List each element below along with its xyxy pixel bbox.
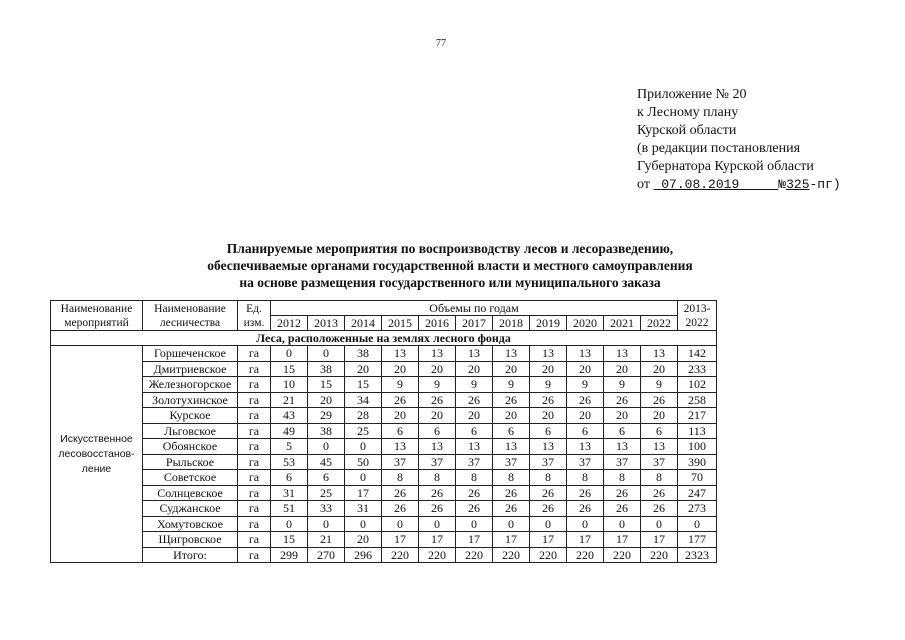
year-value-cell: 0 [345, 439, 382, 455]
header-year: 2021 [604, 316, 641, 331]
unit-cell: га [238, 501, 271, 517]
year-value-cell: 26 [567, 485, 604, 501]
year-value-cell: 20 [419, 408, 456, 424]
year-value-cell: 13 [604, 439, 641, 455]
year-value-cell: 17 [493, 532, 530, 548]
header-unit: Ед. изм. [238, 301, 271, 331]
year-value-cell: 50 [345, 454, 382, 470]
year-value-cell: 20 [345, 532, 382, 548]
year-value-cell: 9 [641, 377, 678, 393]
year-value-cell: 26 [382, 392, 419, 408]
year-value-cell: 26 [530, 485, 567, 501]
year-value-cell: 220 [641, 547, 678, 563]
activity-name: Искусственное лесовосстанов-ление [51, 346, 143, 563]
year-value-cell: 0 [641, 516, 678, 532]
year-value-cell: 26 [641, 392, 678, 408]
header-year: 2020 [567, 316, 604, 331]
year-value-cell: 20 [456, 361, 493, 377]
header-activity: Наименование мероприятий [51, 301, 143, 331]
year-value-cell: 21 [271, 392, 308, 408]
year-value-cell: 13 [604, 346, 641, 362]
year-value-cell: 20 [604, 361, 641, 377]
year-value-cell: 8 [604, 470, 641, 486]
year-value-cell: 220 [456, 547, 493, 563]
year-value-cell: 28 [345, 408, 382, 424]
year-value-cell: 26 [530, 392, 567, 408]
appendix-date-line [637, 176, 841, 194]
year-value-cell: 13 [530, 439, 567, 455]
year-value-cell: 20 [456, 408, 493, 424]
year-value-cell: 20 [567, 361, 604, 377]
year-value-cell: 17 [641, 532, 678, 548]
table-row [51, 361, 717, 377]
year-value-cell: 38 [308, 423, 345, 439]
year-value-cell: 26 [604, 392, 641, 408]
title-line: обеспечиваемые органами государственной власти и местного самоуправления [207, 258, 693, 273]
year-value-cell: 13 [493, 439, 530, 455]
unit-cell: га [238, 532, 271, 548]
year-value-cell: 6 [456, 423, 493, 439]
total-cell: 217 [678, 408, 717, 424]
total-cell: 177 [678, 532, 717, 548]
year-value-cell: 17 [604, 532, 641, 548]
year-value-cell: 15 [345, 377, 382, 393]
date-value: 07.08.2019 [661, 177, 740, 192]
table-row [51, 346, 717, 362]
year-value-cell: 20 [345, 361, 382, 377]
year-value-cell: 26 [641, 501, 678, 517]
year-value-cell: 17 [456, 532, 493, 548]
year-value-cell: 37 [604, 454, 641, 470]
year-value-cell: 37 [530, 454, 567, 470]
year-value-cell: 17 [530, 532, 567, 548]
year-value-cell: 20 [604, 408, 641, 424]
year-value-cell: 9 [493, 377, 530, 393]
unit-cell: га [238, 485, 271, 501]
year-value-cell: 13 [567, 346, 604, 362]
appendix-line: Приложение № 20 [637, 87, 747, 102]
forestry-name: Горшеченское [143, 346, 238, 362]
year-value-cell: 21 [308, 532, 345, 548]
unit-cell: га [238, 470, 271, 486]
year-value-cell: 6 [308, 470, 345, 486]
page-number: 77 [436, 38, 446, 49]
year-value-cell: 15 [271, 532, 308, 548]
year-value-cell: 37 [493, 454, 530, 470]
year-value-cell: 13 [641, 439, 678, 455]
table-row [51, 485, 717, 501]
year-value-cell: 17 [382, 532, 419, 548]
header-year: 2015 [382, 316, 419, 331]
table-row [51, 392, 717, 408]
year-value-cell: 0 [419, 516, 456, 532]
header-total: 2013- 2022 [678, 301, 717, 331]
year-value-cell: 13 [456, 439, 493, 455]
year-value-cell: 26 [567, 501, 604, 517]
year-value-cell: 0 [308, 346, 345, 362]
year-value-cell: 17 [567, 532, 604, 548]
year-value-cell: 20 [382, 361, 419, 377]
header-year: 2019 [530, 316, 567, 331]
forestry-name: Золотухинское [143, 392, 238, 408]
year-value-cell: 6 [641, 423, 678, 439]
year-value-cell: 0 [530, 516, 567, 532]
header-year: 2016 [419, 316, 456, 331]
total-cell: 100 [678, 439, 717, 455]
year-value-cell: 26 [382, 485, 419, 501]
table-row [51, 408, 717, 424]
year-value-cell: 220 [382, 547, 419, 563]
number-suffix: -пг) [809, 177, 841, 192]
table-row [51, 501, 717, 517]
year-value-cell: 20 [530, 408, 567, 424]
year-value-cell: 0 [308, 439, 345, 455]
title-line: Планируемые мероприятия по воспроизводству лесов и лесоразведению, [226, 241, 674, 256]
year-value-cell: 8 [493, 470, 530, 486]
year-value-cell: 13 [382, 346, 419, 362]
year-value-cell: 220 [493, 547, 530, 563]
unit-cell: га [238, 392, 271, 408]
total-cell: 102 [678, 377, 717, 393]
table-row [51, 439, 717, 455]
year-value-cell: 13 [493, 346, 530, 362]
year-value-cell: 20 [641, 361, 678, 377]
forestry-name: Солнцевское [143, 485, 238, 501]
year-value-cell: 0 [604, 516, 641, 532]
year-value-cell: 26 [493, 485, 530, 501]
year-value-cell: 37 [419, 454, 456, 470]
plan-table [50, 300, 717, 563]
appendix-line: (в редакции постановления [637, 141, 801, 156]
year-value-cell: 20 [493, 408, 530, 424]
year-value-cell: 0 [382, 516, 419, 532]
year-value-cell: 6 [419, 423, 456, 439]
year-value-cell: 38 [345, 346, 382, 362]
header-year: 2014 [345, 316, 382, 331]
year-value-cell: 0 [456, 516, 493, 532]
year-value-cell: 9 [456, 377, 493, 393]
table-row [51, 516, 717, 532]
forestry-name: Советское [143, 470, 238, 486]
unit-cell: га [238, 516, 271, 532]
year-value-cell: 26 [604, 485, 641, 501]
forestry-name: Рыльское [143, 454, 238, 470]
year-value-cell: 0 [493, 516, 530, 532]
year-value-cell: 9 [567, 377, 604, 393]
year-value-cell: 8 [530, 470, 567, 486]
year-value-cell: 220 [530, 547, 567, 563]
date-prefix: от [637, 177, 650, 192]
header-years-group: Объемы по годам [271, 301, 678, 316]
year-value-cell: 38 [308, 361, 345, 377]
forestry-name: Хомутовское [143, 516, 238, 532]
year-value-cell: 13 [567, 439, 604, 455]
forestry-name: Льговское [143, 423, 238, 439]
year-value-cell: 13 [419, 439, 456, 455]
total-cell: 70 [678, 470, 717, 486]
year-value-cell: 26 [567, 392, 604, 408]
year-value-cell: 299 [271, 547, 308, 563]
total-cell: 258 [678, 392, 717, 408]
year-value-cell: 9 [530, 377, 567, 393]
year-value-cell: 13 [419, 346, 456, 362]
title-line: на основе размещения государственного или муниципального заказа [239, 275, 661, 290]
year-value-cell: 13 [456, 346, 493, 362]
forestry-name: Железногорское [143, 377, 238, 393]
year-value-cell: 270 [308, 547, 345, 563]
year-value-cell: 0 [308, 516, 345, 532]
year-value-cell: 9 [419, 377, 456, 393]
year-value-cell: 37 [567, 454, 604, 470]
header-year: 2017 [456, 316, 493, 331]
appendix-line: Губернатора Курской области [637, 159, 814, 174]
forestry-name: Суджанское [143, 501, 238, 517]
year-value-cell: 220 [567, 547, 604, 563]
table-row [51, 423, 717, 439]
total-cell: 233 [678, 361, 717, 377]
total-cell: 2323 [678, 547, 717, 563]
year-value-cell: 26 [419, 485, 456, 501]
year-value-cell: 25 [345, 423, 382, 439]
year-value-cell: 25 [308, 485, 345, 501]
year-value-cell: 49 [271, 423, 308, 439]
header-year: 2012 [271, 316, 308, 331]
year-value-cell: 15 [308, 377, 345, 393]
year-value-cell: 20 [641, 408, 678, 424]
year-value-cell: 6 [382, 423, 419, 439]
unit-cell: га [238, 439, 271, 455]
year-value-cell: 26 [493, 501, 530, 517]
year-value-cell: 6 [493, 423, 530, 439]
year-value-cell: 26 [530, 501, 567, 517]
year-value-cell: 6 [271, 470, 308, 486]
year-value-cell: 220 [604, 547, 641, 563]
unit-cell: га [238, 346, 271, 362]
section-title: Леса, расположенные на землях лесного фонда [51, 331, 717, 346]
year-value-cell: 29 [308, 408, 345, 424]
year-value-cell: 8 [456, 470, 493, 486]
year-value-cell: 17 [345, 485, 382, 501]
year-value-cell: 8 [567, 470, 604, 486]
year-value-cell: 33 [308, 501, 345, 517]
header-forestry: Наименование лесничества [143, 301, 238, 331]
table-row [51, 547, 717, 563]
year-value-cell: 0 [345, 516, 382, 532]
year-value-cell: 0 [271, 346, 308, 362]
document-title [130, 240, 770, 291]
year-value-cell: 26 [493, 392, 530, 408]
year-value-cell: 26 [604, 501, 641, 517]
year-value-cell: 8 [641, 470, 678, 486]
year-value-cell: 20 [530, 361, 567, 377]
year-value-cell: 45 [308, 454, 345, 470]
year-value-cell: 0 [567, 516, 604, 532]
forestry-name: Курское [143, 408, 238, 424]
year-value-cell: 43 [271, 408, 308, 424]
total-cell: 142 [678, 346, 717, 362]
year-value-cell: 26 [419, 392, 456, 408]
year-value-cell: 9 [604, 377, 641, 393]
year-value-cell: 5 [271, 439, 308, 455]
number-prefix: № [778, 177, 787, 192]
year-value-cell: 0 [271, 516, 308, 532]
year-value-cell: 20 [493, 361, 530, 377]
appendix-block [637, 86, 841, 194]
year-value-cell: 0 [345, 470, 382, 486]
year-value-cell: 15 [271, 361, 308, 377]
year-value-cell: 9 [382, 377, 419, 393]
unit-cell: га [238, 423, 271, 439]
year-value-cell: 37 [641, 454, 678, 470]
year-value-cell: 26 [641, 485, 678, 501]
total-cell: 113 [678, 423, 717, 439]
unit-cell: га [238, 361, 271, 377]
year-value-cell: 8 [382, 470, 419, 486]
year-value-cell: 26 [456, 392, 493, 408]
year-value-cell: 34 [345, 392, 382, 408]
year-value-cell: 26 [456, 485, 493, 501]
header-year: 2018 [493, 316, 530, 331]
year-value-cell: 20 [419, 361, 456, 377]
year-value-cell: 31 [345, 501, 382, 517]
table-row [51, 377, 717, 393]
table-row [51, 470, 717, 486]
unit-cell: га [238, 408, 271, 424]
table-row [51, 532, 717, 548]
total-cell: 390 [678, 454, 717, 470]
header-year: 2022 [641, 316, 678, 331]
year-value-cell: 8 [419, 470, 456, 486]
year-value-cell: 20 [382, 408, 419, 424]
appendix-line: Курской области [637, 123, 737, 138]
year-value-cell: 26 [382, 501, 419, 517]
year-value-cell: 26 [456, 501, 493, 517]
total-cell: 273 [678, 501, 717, 517]
year-value-cell: 13 [382, 439, 419, 455]
year-value-cell: 17 [419, 532, 456, 548]
unit-cell: га [238, 454, 271, 470]
year-value-cell: 6 [604, 423, 641, 439]
year-value-cell: 20 [308, 392, 345, 408]
forestry-name: Обоянское [143, 439, 238, 455]
year-value-cell: 53 [271, 454, 308, 470]
forestry-name: Щигровское [143, 532, 238, 548]
year-value-cell: 6 [530, 423, 567, 439]
total-cell: 247 [678, 485, 717, 501]
header-year: 2013 [308, 316, 345, 331]
forestry-name: Дмитриевское [143, 361, 238, 377]
year-value-cell: 51 [271, 501, 308, 517]
year-value-cell: 296 [345, 547, 382, 563]
year-value-cell: 37 [382, 454, 419, 470]
year-value-cell: 13 [530, 346, 567, 362]
year-value-cell: 13 [641, 346, 678, 362]
year-value-cell: 26 [419, 501, 456, 517]
forestry-name: Итого: [143, 547, 238, 563]
year-value-cell: 31 [271, 485, 308, 501]
year-value-cell: 37 [456, 454, 493, 470]
year-value-cell: 20 [567, 408, 604, 424]
year-value-cell: 220 [419, 547, 456, 563]
table-row [51, 454, 717, 470]
appendix-line: к Лесному плану [637, 105, 739, 120]
unit-cell: га [238, 547, 271, 563]
year-value-cell: 6 [567, 423, 604, 439]
unit-cell: га [238, 377, 271, 393]
total-cell: 0 [678, 516, 717, 532]
year-value-cell: 10 [271, 377, 308, 393]
number-value: 325 [786, 177, 810, 192]
